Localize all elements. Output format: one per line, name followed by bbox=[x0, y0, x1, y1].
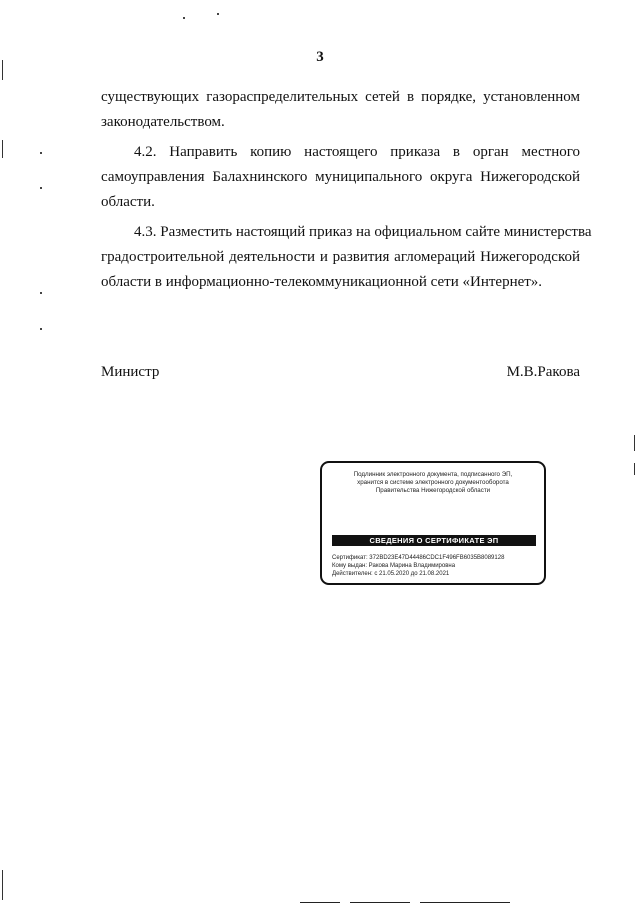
scan-artifact-dot bbox=[40, 152, 42, 154]
paragraph-line: градостроительной деятельности и развития агломераций Нижегородской bbox=[101, 249, 580, 265]
scan-artifact-left-edge bbox=[2, 870, 3, 900]
stamp-header-line: хранится в системе электронного документооборота bbox=[357, 479, 509, 486]
scan-artifact-dot bbox=[183, 17, 185, 19]
scan-artifact-bottom-line bbox=[350, 902, 410, 903]
paragraph-4-3 bbox=[101, 220, 592, 295]
electronic-signature-stamp bbox=[320, 461, 546, 585]
stamp-certificate-info bbox=[332, 554, 504, 578]
paragraph-line: самоуправления Балахнинского муниципального округа Нижегородской bbox=[101, 169, 580, 185]
signature-role: Министр bbox=[101, 364, 160, 380]
page-number: 3 bbox=[316, 49, 324, 65]
paragraph-continuation bbox=[101, 85, 580, 135]
scan-artifact-bottom-line bbox=[300, 902, 340, 903]
scan-artifact-right-edge bbox=[634, 463, 635, 475]
stamp-issued-to: Кому выдан: Ракова Марина Владимировна bbox=[332, 563, 456, 569]
paragraph-line: 4.2. Направить копию настоящего приказа в орган местного bbox=[134, 144, 580, 160]
stamp-validity: Действителен: с 21.05.2020 до 21.08.2021 bbox=[332, 571, 450, 577]
stamp-header-line: Подлинник электронного документа, подписанного ЭП, bbox=[353, 471, 513, 478]
paragraph-4-2 bbox=[101, 140, 580, 215]
scan-artifact-bottom-line bbox=[420, 902, 510, 903]
paragraph-line: области в информационно-телекоммуникационной сети «Интернет». bbox=[101, 274, 543, 290]
paragraph-line: 4.3. Разместить настоящий приказ на официальном сайте министерства bbox=[134, 224, 592, 240]
signature-name: М.В.Ракова bbox=[506, 364, 580, 380]
paragraph-line: законодательством. bbox=[101, 114, 225, 130]
paragraph-line: области. bbox=[101, 194, 155, 210]
stamp-header-line: Правительства Нижегородской области bbox=[375, 487, 491, 494]
paragraph-line: существующих газораспределительных сетей в порядке, установленном bbox=[101, 89, 580, 105]
scan-artifact-dot bbox=[40, 292, 42, 294]
scan-artifact-left-edge bbox=[2, 60, 3, 80]
stamp-title: СВЕДЕНИЯ О СЕРТИФИКАТЕ ЭП bbox=[332, 535, 536, 546]
scan-artifact-dot bbox=[217, 13, 219, 15]
scan-artifact-left-edge bbox=[2, 140, 3, 158]
stamp-certificate-number: Сертификат: 372BD23E47D44486CDC1F496FB6035B8089128 bbox=[332, 555, 505, 561]
scan-artifact-dot bbox=[40, 328, 42, 330]
scan-artifact-right-edge bbox=[634, 435, 635, 451]
scan-artifact-dot bbox=[40, 187, 42, 189]
stamp-header bbox=[322, 471, 544, 495]
